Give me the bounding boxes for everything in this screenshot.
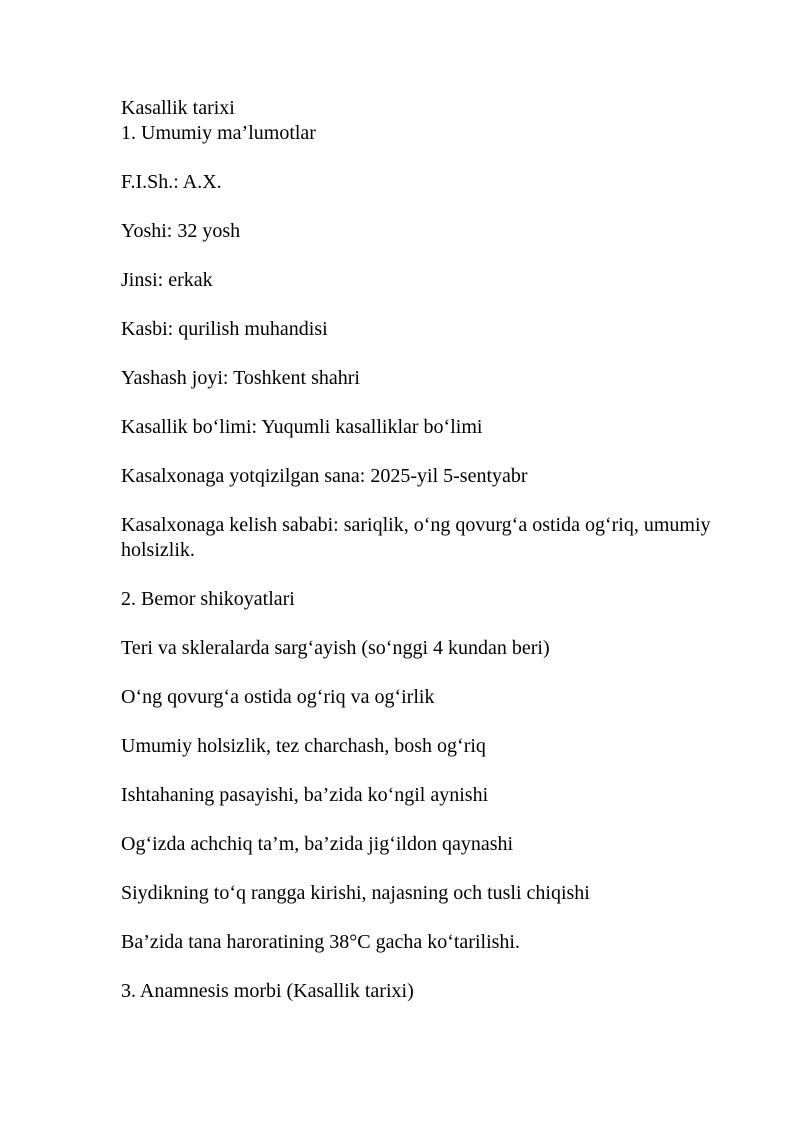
complaint-item: Teri va skleralarda sarg‘ayish (so‘nggi 4 kundan beri) — [121, 637, 550, 659]
section-1-heading: 1. Umumiy ma’lumotlar — [121, 122, 316, 144]
field-admission-reason: Kasalxonaga kelish sababi: sariqlik, o‘ng qovurg‘a ostida og‘riq, umumiy holsizlik. — [121, 514, 711, 561]
field-residence: Yashash joyi: Toshkent shahri — [121, 367, 360, 389]
complaint-item: O‘ng qovurg‘a ostida og‘riq va og‘irlik — [121, 686, 435, 708]
field-sex: Jinsi: erkak — [121, 269, 213, 291]
document-page — [121, 96, 721, 1028]
field-admission-date: Kasalxonaga yotqizilgan sana: 2025-yil 5-sentyabr — [121, 465, 528, 487]
complaint-item: Siydikning to‘q rangga kirishi, najasning och tusli chiqishi — [121, 882, 590, 904]
section-2-heading: 2. Bemor shikoyatlari — [121, 588, 295, 610]
field-fish: F.I.Sh.: A.X. — [121, 171, 222, 193]
field-occupation: Kasbi: qurilish muhandisi — [121, 318, 328, 340]
complaint-item: Ba’zida tana haroratining 38°C gacha ko‘tarilishi. — [121, 931, 520, 953]
document-title: Kasallik tarixi — [121, 97, 235, 119]
complaint-item: Ishtahaning pasayishi, ba’zida ko‘ngil aynishi — [121, 784, 489, 806]
section-3-heading: 3. Anamnesis morbi (Kasallik tarixi) — [121, 980, 414, 1002]
complaint-item: Umumiy holsizlik, tez charchash, bosh og‘riq — [121, 735, 486, 757]
field-department: Kasallik bo‘limi: Yuqumli kasalliklar bo‘limi — [121, 416, 483, 438]
field-age: Yoshi: 32 yosh — [121, 220, 241, 242]
complaint-item: Og‘izda achchiq ta’m, ba’zida jig‘ildon qaynashi — [121, 833, 514, 855]
